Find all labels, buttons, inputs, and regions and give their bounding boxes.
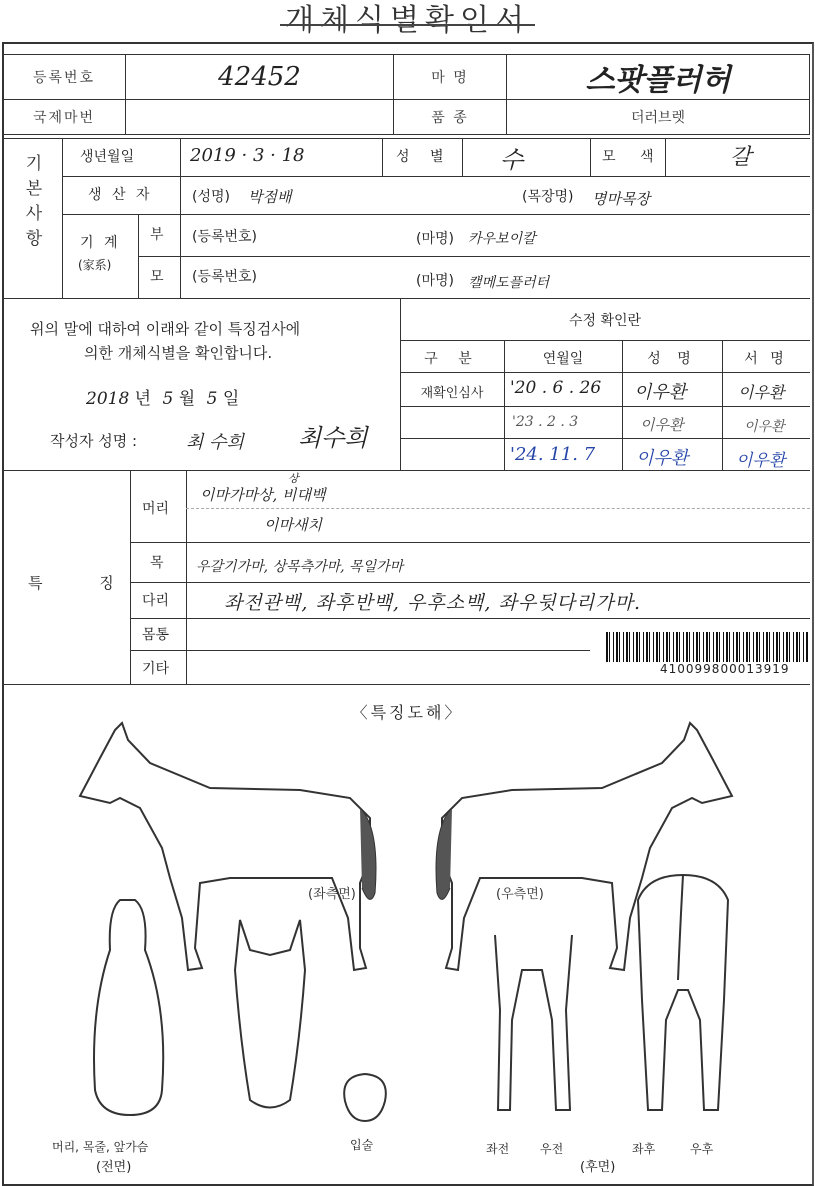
head-note: 상 — [288, 472, 299, 485]
horse-name-label: 마 명 — [394, 55, 507, 100]
birth-label: 생년월일 — [80, 149, 135, 165]
front-caption: 머리, 목줄, 앞가슴 — [52, 1140, 149, 1154]
dam-name-prefix: (마명) — [416, 273, 454, 289]
farm-value: 명마목장 — [592, 190, 650, 208]
head-value2: 이마새치 — [264, 516, 322, 534]
neck-value: 우갈기가마, 상목측가마, 목일가마 — [196, 559, 404, 575]
sire-label: 부 — [150, 227, 164, 243]
issue-date: 2018 년 5 월 5 일 — [86, 389, 240, 409]
revision-title: 수정 확인란 — [568, 313, 642, 329]
author-signature: 최수희 — [298, 424, 368, 452]
etc-label: 기타 — [142, 661, 170, 677]
reg-no-label: 등록번호 — [3, 55, 126, 100]
horse-name-value: 스팟플러허 — [507, 55, 810, 100]
document-title: 개체식별확인서 — [0, 0, 815, 42]
basic-section-label: 기 본 사 항 — [25, 154, 43, 249]
neck-label: 목 — [150, 555, 164, 571]
sire-reg-prefix: (등록번호) — [192, 229, 258, 245]
revision-header-name: 성 명 — [647, 351, 697, 367]
dam-label: 모 — [150, 269, 164, 285]
intl-no-value — [126, 100, 394, 135]
sire-value: 카우보이칼 — [468, 231, 536, 247]
sex-label: 성 별 — [396, 149, 452, 165]
breeder-label: 생 산 자 — [88, 187, 153, 203]
right-side-caption: (우측면) — [496, 887, 544, 902]
front-sub-caption: (전면) — [96, 1160, 132, 1175]
horse-rear-diagram — [628, 870, 738, 1130]
revision-header-type: 구 분 — [424, 351, 480, 367]
farm-prefix: (목장명) — [522, 189, 574, 205]
revision-row1-sign: 이우환 — [738, 383, 785, 402]
revision-row1-type: 재확인심사 — [420, 386, 484, 401]
reg-no-value: 42452 — [126, 55, 394, 100]
leg-rf-caption: 우전 — [540, 1142, 564, 1156]
leg-lh-caption: 좌후 — [632, 1142, 656, 1156]
revision-row2-name: 이우환 — [640, 416, 684, 434]
horse-head-diagram — [220, 910, 320, 1130]
leg-rh-caption: 우후 — [690, 1142, 714, 1156]
dam-value: 캘메도플러터 — [468, 275, 550, 291]
leg-label: 다리 — [142, 593, 170, 609]
revision-row2-sign: 이우환 — [744, 419, 785, 435]
color-label: 모 색 — [602, 149, 664, 165]
rear-sub-caption: (후면) — [580, 1160, 616, 1175]
breeder-name-value: 박점배 — [248, 188, 292, 206]
birth-value: 2019 · 3 · 18 — [190, 145, 305, 166]
barcode-number: 410099800013919 — [660, 662, 790, 676]
statement-line1: 위의 말에 대하여 이래와 같이 특징검사에 — [30, 320, 301, 338]
head-label: 머리 — [142, 501, 170, 517]
leg-lf-caption: 좌전 — [486, 1142, 510, 1156]
breed-value: 더러브렛 — [507, 100, 810, 135]
breeder-name-prefix: (성명) — [192, 189, 230, 205]
dam-reg-prefix: (등록번호) — [192, 269, 258, 285]
revision-row3-date: '24. 11. 7 — [510, 444, 596, 465]
left-side-caption: (좌측면) — [308, 887, 356, 902]
horse-front-diagram — [80, 890, 180, 1130]
lip-caption: 입술 — [350, 1138, 374, 1152]
leg-value: 좌전관백, 좌후반백, 우후소백, 좌우뒷다리가마. — [224, 592, 642, 614]
revision-row3-sign: 이우환 — [736, 451, 786, 471]
revision-row1-name: 이우환 — [634, 382, 687, 403]
revision-row1-date: '20 . 6 . 26 — [510, 378, 602, 398]
header-table — [2, 54, 810, 135]
author-value: 최 수희 — [186, 432, 244, 453]
statement-line2: 의한 개체식별을 확인합니다. — [84, 344, 273, 362]
revision-header-sign: 서 명 — [744, 351, 788, 367]
horse-legs-front-diagram — [480, 930, 590, 1130]
lineage-label: 기 계 — [80, 235, 121, 251]
diagram-title: 〈특징도해〉 — [351, 703, 464, 722]
revision-row2-date: '23 . 2 . 3 — [512, 414, 579, 430]
revision-header-date: 연월일 — [542, 351, 584, 367]
sex-value: 수 — [500, 146, 524, 174]
body-label: 몸통 — [142, 627, 170, 643]
lineage-sub: (家系) — [78, 258, 112, 272]
barcode — [606, 632, 808, 662]
head-value: 이마가마상, 비대백 — [200, 486, 326, 504]
lip-diagram — [335, 1066, 395, 1126]
breed-label: 품 종 — [394, 100, 507, 135]
color-value: 갈 — [730, 145, 752, 170]
intl-no-label: 국제마번 — [3, 100, 126, 135]
sire-name-prefix: (마명) — [416, 231, 454, 247]
features-label: 특 징 — [28, 574, 140, 592]
revision-row3-name: 이우환 — [636, 448, 689, 469]
author-label: 작성자 성명 : — [50, 432, 138, 450]
